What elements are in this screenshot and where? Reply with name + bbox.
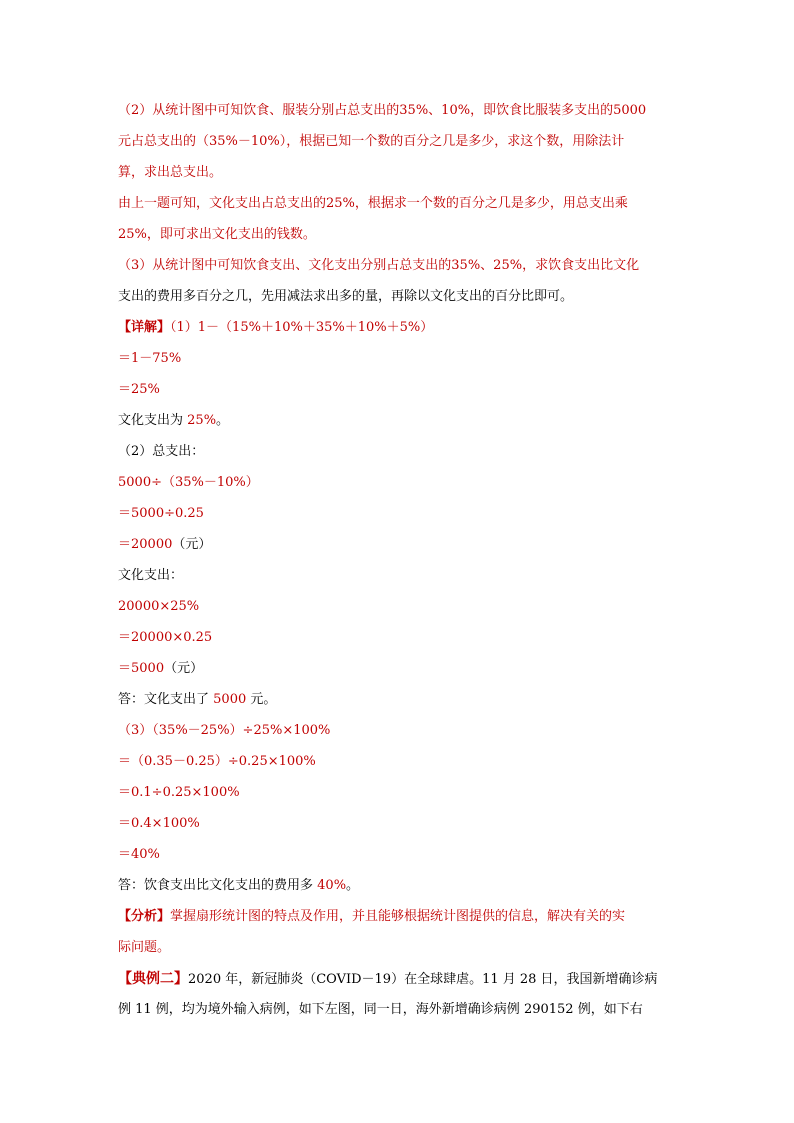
text-line bbox=[118, 101, 646, 121]
text-line bbox=[118, 969, 658, 989]
text-segment: （元） bbox=[164, 661, 204, 676]
text-segment: ，根据求一个数的百分之几是多少，用总支出乘 bbox=[354, 196, 628, 211]
text-line bbox=[118, 225, 316, 245]
text-segment: （2）总支出： bbox=[118, 444, 205, 459]
text-segment: （3）从统计图中可知饮食支出、文化支出分别占总支出的 bbox=[118, 258, 452, 273]
text-segment: 文化支出： bbox=[118, 568, 184, 583]
text-line bbox=[118, 907, 625, 927]
text-line bbox=[118, 318, 433, 338]
text-line bbox=[118, 597, 199, 617]
text-segment: （2）从统计图中可知饮食、服装分别占总支出的 bbox=[118, 103, 400, 118]
text-segment: 25% bbox=[326, 196, 355, 211]
text-segment: ＝1－75% bbox=[118, 351, 182, 366]
text-segment: 元。 bbox=[250, 692, 277, 707]
text-segment: 。 bbox=[216, 413, 230, 428]
text-segment: 掌握扇形统计图的特点及作用，并且能够根据统计图提供的信息，解决有关的实 bbox=[170, 909, 626, 924]
text-line bbox=[118, 628, 212, 648]
text-line bbox=[118, 690, 276, 710]
text-segment: 35%、25% bbox=[451, 258, 523, 273]
text-segment: ＝20000×0.25 bbox=[118, 630, 213, 645]
text-segment: 由上一题可知，文化支出占总支出的 bbox=[118, 196, 327, 211]
text-line bbox=[118, 566, 183, 586]
text-line bbox=[118, 473, 259, 493]
text-segment: 支出的费用多百分之几，先用减法求出多的量，再除以文化支出的百分比即可。 bbox=[118, 289, 574, 304]
text-line bbox=[118, 1000, 643, 1020]
text-line bbox=[118, 256, 639, 276]
text-segment: ＝0.1÷0.25×100% bbox=[118, 785, 240, 800]
text-line bbox=[118, 783, 240, 803]
text-segment: ＝0.4×100% bbox=[118, 816, 200, 831]
text-segment: ＝5000÷0.25 bbox=[118, 506, 204, 521]
text-segment: ，求饮食支出比文化 bbox=[522, 258, 640, 273]
text-segment: 【典例二】 bbox=[118, 971, 188, 987]
text-segment: 际问题。 bbox=[118, 940, 171, 955]
text-line bbox=[118, 287, 573, 307]
text-segment: 元占总支出的（35%－10%），根据已知一个数的百分之几是多少，求这个数，用除法计 bbox=[118, 134, 625, 149]
text-line bbox=[118, 163, 222, 183]
text-segment: 【详解】 bbox=[118, 320, 171, 335]
text-line bbox=[118, 411, 229, 431]
text-line bbox=[118, 938, 170, 958]
text-segment: ＝20000 bbox=[118, 537, 173, 552]
text-segment: 答：饮食支出比文化支出的费用多 bbox=[118, 878, 314, 893]
text-line bbox=[118, 845, 160, 865]
text-segment: ＝5000 bbox=[118, 661, 165, 676]
text-segment: 5000 bbox=[209, 692, 251, 707]
text-segment: 40% bbox=[313, 878, 347, 893]
text-segment: 25%，即可求出文化支出的钱数。 bbox=[118, 227, 316, 242]
text-line bbox=[118, 380, 160, 400]
text-segment: 25% bbox=[183, 413, 217, 428]
text-segment: 35%、10% bbox=[399, 103, 471, 118]
text-segment: ＝25% bbox=[118, 382, 160, 397]
text-line bbox=[118, 349, 181, 369]
text-segment: 【分析】 bbox=[118, 909, 171, 924]
text-segment: 文化支出为 bbox=[118, 413, 184, 428]
text-segment: （3）（35%－25%）÷25%×100% bbox=[118, 723, 331, 738]
text-segment: （1）1－（15%＋10%＋35%＋10%＋5%） bbox=[170, 320, 434, 335]
text-segment: ＝（0.35－0.25）÷0.25×100% bbox=[118, 754, 316, 769]
text-segment: 算，求出总支出。 bbox=[118, 165, 223, 180]
text-segment: 例 11 例，均为境外输入病例，如下左图，同一日，海外新增确诊病例 290152 例，如下右 bbox=[118, 1002, 643, 1017]
text-segment: （元） bbox=[172, 537, 212, 552]
text-line bbox=[118, 876, 359, 896]
text-line bbox=[118, 721, 330, 741]
text-segment: ，即饮食比服装多支出的5000 bbox=[470, 103, 647, 118]
text-line bbox=[118, 659, 203, 679]
text-line bbox=[118, 752, 316, 772]
text-segment: 2020 年，新冠肺炎（COVID－19）在全球肆虐。11 月 28 日，我国新增确诊病 bbox=[188, 972, 658, 987]
text-line bbox=[118, 504, 204, 524]
text-line bbox=[118, 194, 628, 214]
text-segment: 20000×25% bbox=[118, 599, 200, 614]
text-segment: 答：文化支出了 bbox=[118, 692, 210, 707]
text-segment: 5000÷（35%－10%） bbox=[118, 475, 259, 490]
text-line bbox=[118, 442, 204, 462]
text-line bbox=[118, 535, 211, 555]
text-segment: ＝40% bbox=[118, 847, 160, 862]
text-line bbox=[118, 814, 200, 834]
text-segment: 。 bbox=[346, 878, 360, 893]
text-line bbox=[118, 132, 624, 152]
